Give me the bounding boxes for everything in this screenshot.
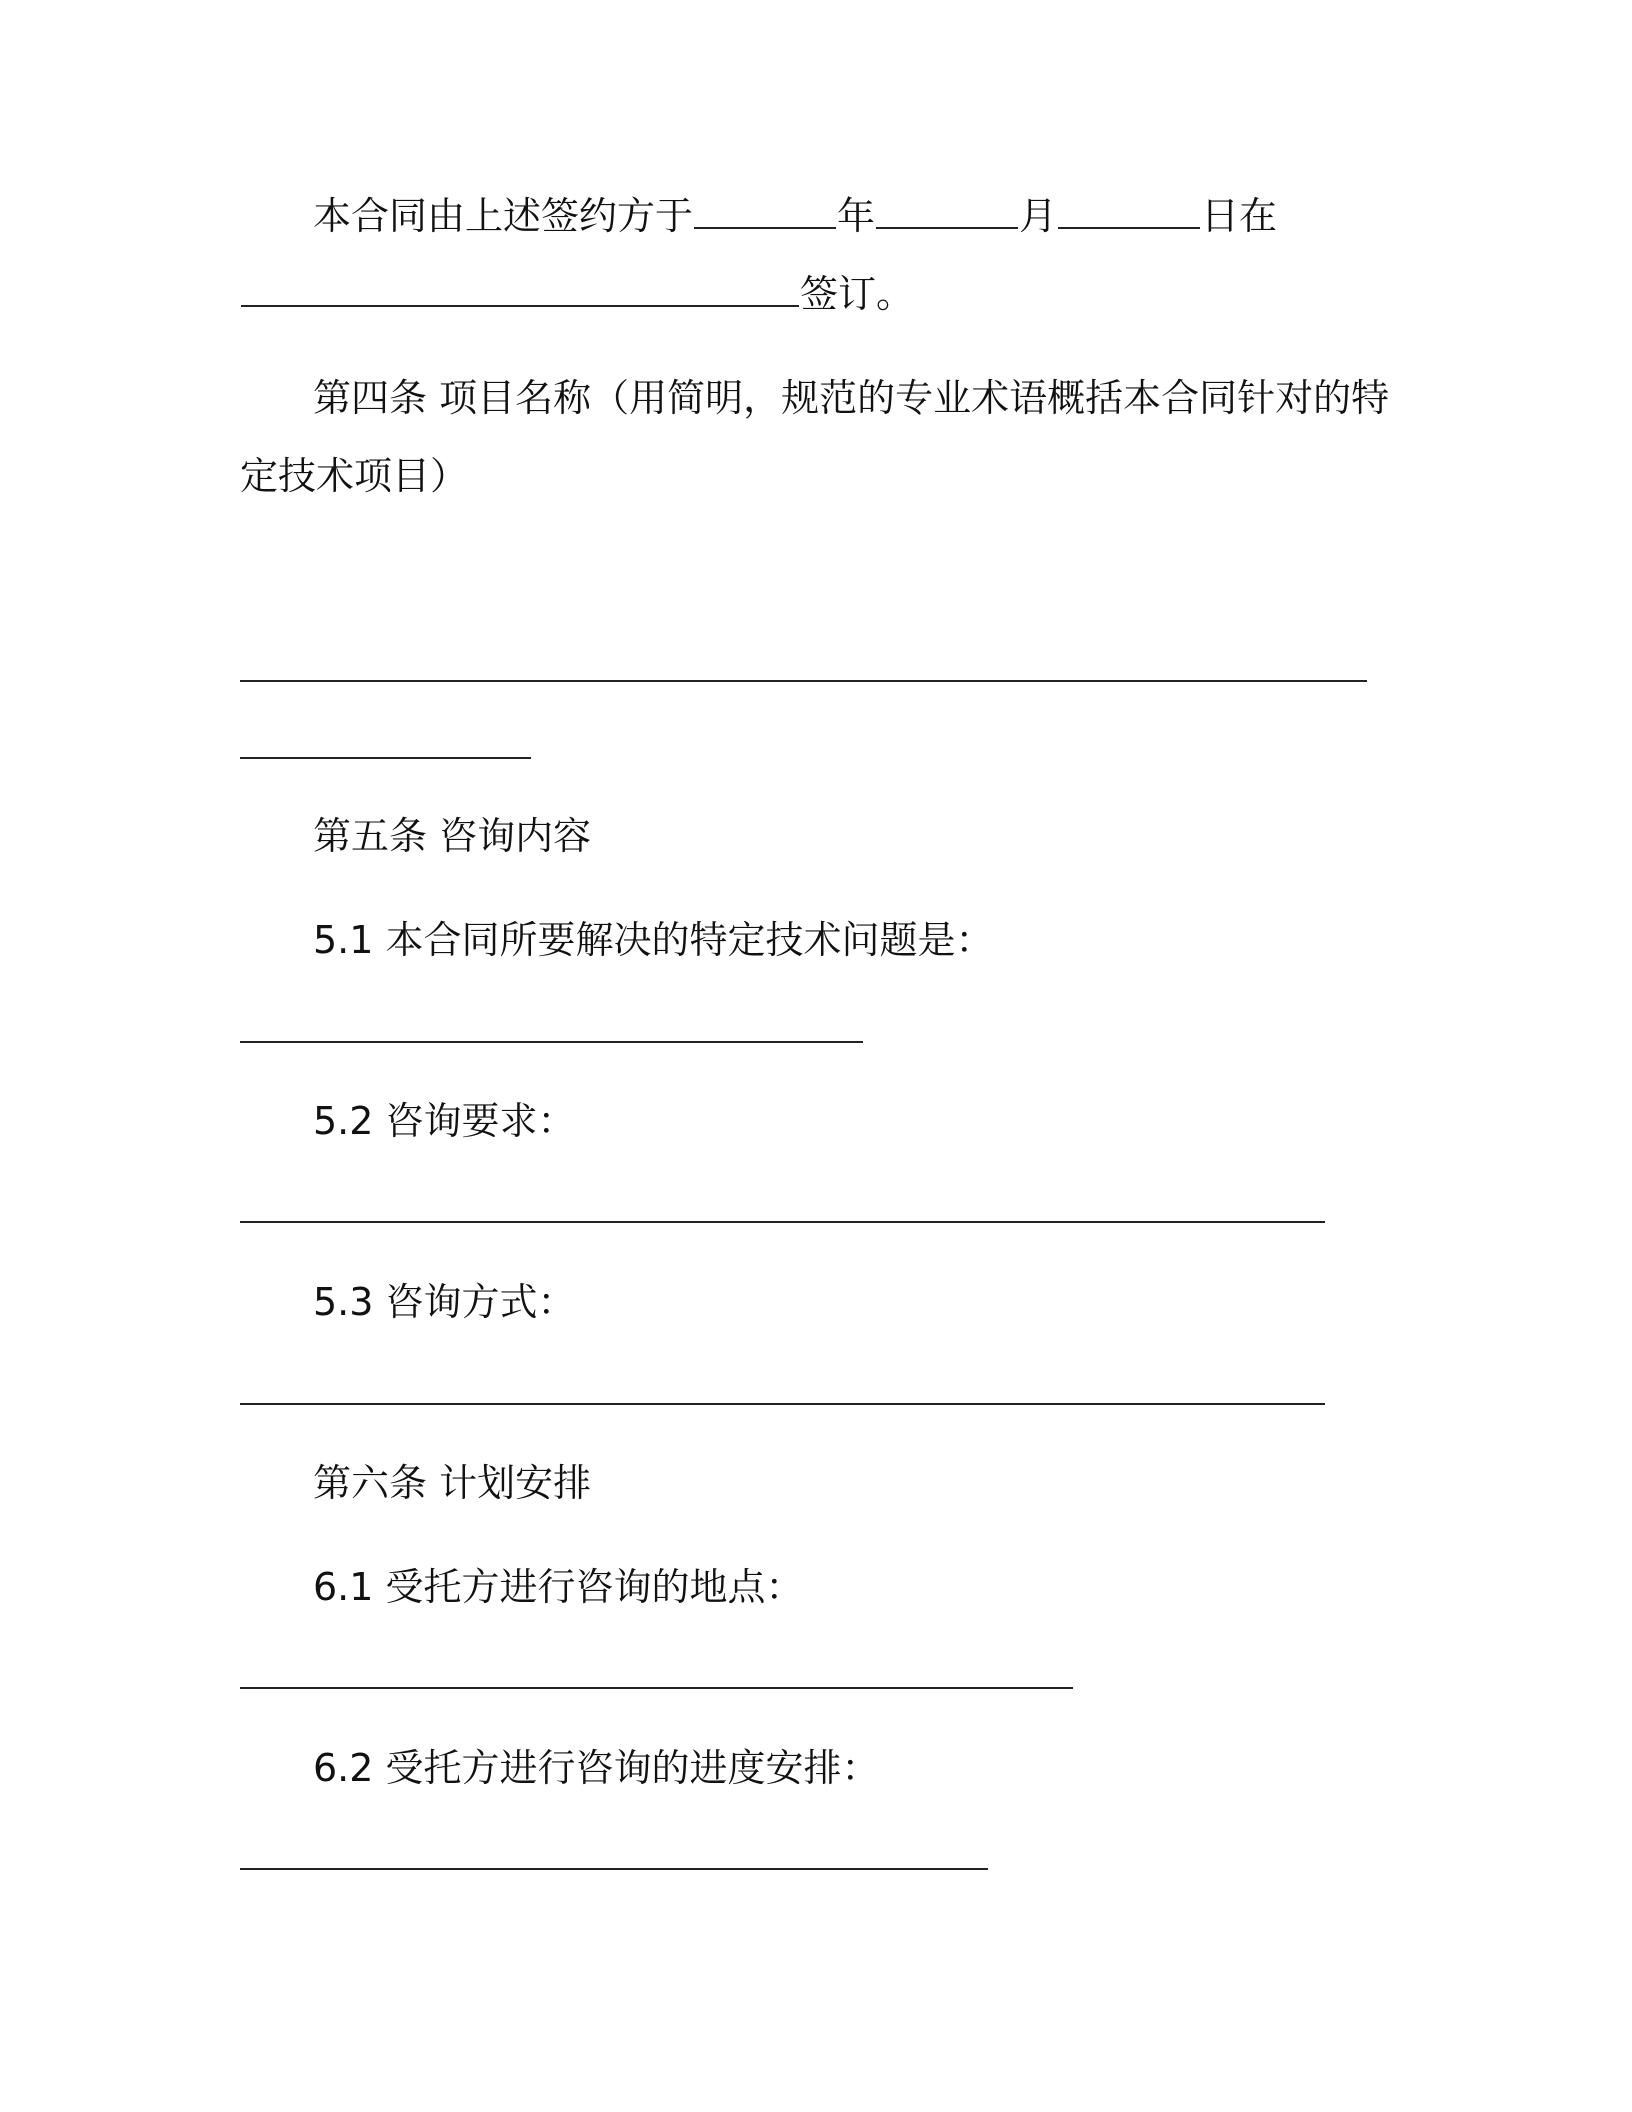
signing-end-label: 签订。 xyxy=(800,272,915,316)
item-5-2-blank[interactable] xyxy=(240,1221,1325,1223)
item-5-3-blank[interactable] xyxy=(240,1403,1325,1405)
article6-title: 第六条 计划安排 xyxy=(313,1461,592,1505)
signing-date-line xyxy=(313,192,1277,240)
item-5-3-label: 5.3 咨询方式： xyxy=(313,1280,576,1324)
item-5-1-blank[interactable] xyxy=(240,1041,863,1043)
signing-prefix: 本合同由上述签约方于 xyxy=(313,194,694,238)
item-5-1-label: 5.1 本合同所要解决的特定技术问题是： xyxy=(313,918,994,962)
item-5-2-label: 5.2 咨询要求： xyxy=(313,1099,576,1143)
article4-title-line1: 第四条 项目名称（用简明，规范的专业术语概括本合同针对的特 xyxy=(313,376,1390,420)
day-label: 日在 xyxy=(1201,194,1278,238)
item-6-1-label: 6.1 受托方进行咨询的地点： xyxy=(313,1565,804,1609)
item-6-1-blank[interactable] xyxy=(240,1687,1073,1689)
signing-place-blank[interactable] xyxy=(241,273,799,307)
item-6-2-blank[interactable] xyxy=(240,1868,988,1870)
article5-title: 第五条 咨询内容 xyxy=(313,814,592,858)
item-6-2-label: 6.2 受托方进行咨询的进度安排： xyxy=(313,1746,880,1790)
month-blank[interactable] xyxy=(876,195,1018,229)
article4-title-line2: 定技术项目） xyxy=(240,454,469,498)
article4-blank-line1[interactable] xyxy=(240,680,1367,682)
month-label: 月 xyxy=(1019,194,1058,238)
year-blank[interactable] xyxy=(694,195,836,229)
article4-blank-line2[interactable] xyxy=(240,757,531,759)
year-label: 年 xyxy=(837,194,876,238)
day-blank[interactable] xyxy=(1058,195,1200,229)
signing-place-line xyxy=(240,270,914,318)
